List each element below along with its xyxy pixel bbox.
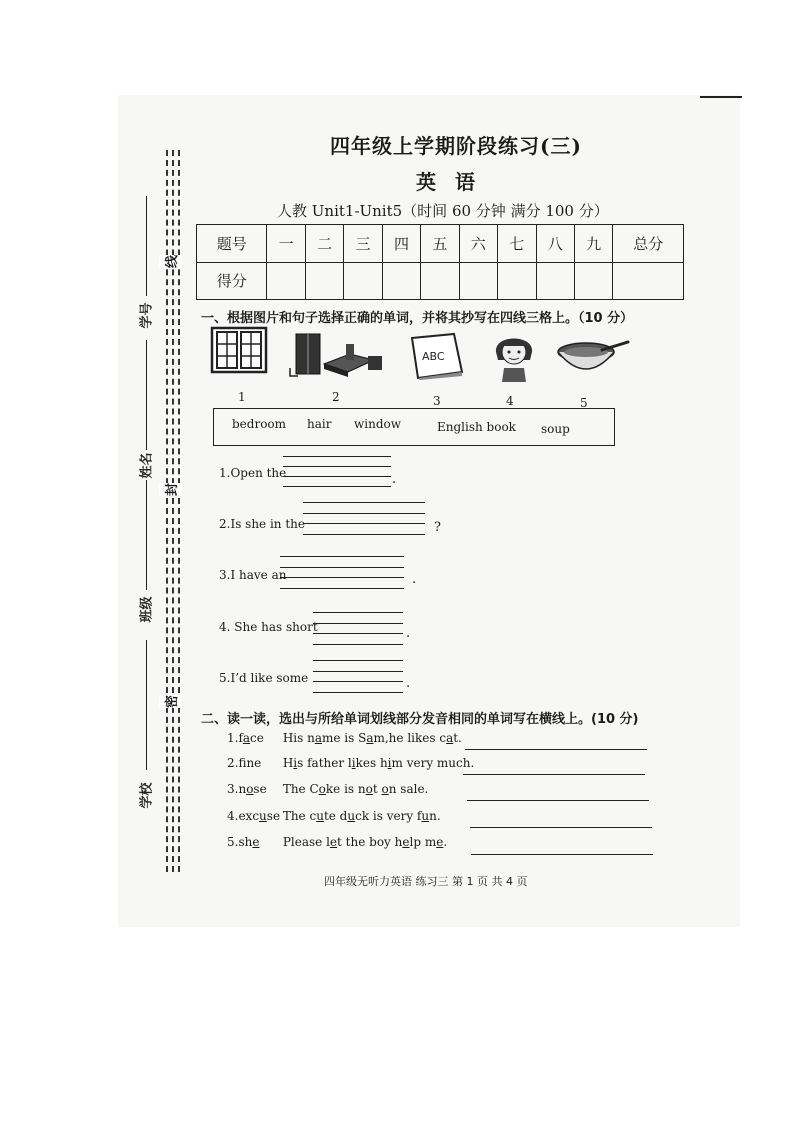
question-text: 2.Is she in the: [219, 517, 305, 531]
window-icon: [210, 326, 268, 374]
score-header-cell: 八: [536, 225, 574, 263]
score-header-cell: 六: [459, 225, 497, 263]
score-header-cell: 九: [574, 225, 612, 263]
school-label: 学校: [139, 782, 155, 809]
phonics-item: [227, 756, 474, 770]
girl-short-hair-icon: [490, 328, 538, 382]
score-cell[interactable]: [574, 262, 612, 300]
score-header-cell: 题号: [197, 225, 267, 263]
word-bank-item: hair: [307, 417, 332, 431]
score-row-label: 得分: [197, 262, 267, 300]
score-table-header-row: [197, 225, 684, 263]
four-line-writing-grid[interactable]: [303, 502, 425, 534]
seal-char-seal: 封: [159, 483, 182, 496]
answer-line[interactable]: [471, 854, 653, 855]
target-word: 5.she: [227, 835, 260, 849]
seal-char-line: 线: [159, 255, 182, 268]
class-label: 班级: [139, 596, 155, 623]
question-text: 1.Open the: [219, 466, 287, 480]
score-cell[interactable]: [344, 262, 382, 300]
score-header-cell: 一: [267, 225, 305, 263]
phonics-sentence: The Coke is not on sale.: [282, 782, 429, 796]
school-field-line[interactable]: [146, 640, 147, 770]
question-end-mark: .: [406, 676, 411, 691]
answer-line[interactable]: [463, 774, 645, 775]
phonics-sentence: The cute duck is very fun.: [282, 809, 441, 823]
part2-heading: 二、读一读，选出与所给单词划线部分发音相同的单词写在横线上。(10 分): [201, 712, 639, 727]
question-end-mark: .: [412, 572, 417, 587]
score-cell[interactable]: [305, 262, 343, 300]
picture-number: 5: [580, 396, 588, 410]
phonics-sentence: Please let the boy help me.: [282, 835, 448, 849]
student-id-field-line[interactable]: [146, 196, 147, 296]
student-id-label: 学号: [139, 302, 155, 329]
soup-bowl-icon: [556, 338, 630, 378]
score-cell[interactable]: [536, 262, 574, 300]
page-footer: 四年级无听力英语 练习三 第 1 页 共 4 页: [324, 875, 528, 888]
four-line-writing-grid[interactable]: [283, 456, 391, 486]
answer-line[interactable]: [465, 749, 647, 750]
page-title: 四年级上学期阶段练习(三): [330, 134, 582, 158]
question-end-mark: .: [406, 626, 411, 641]
name-field-line[interactable]: [146, 340, 147, 450]
score-header-cell: 四: [382, 225, 420, 263]
answer-line[interactable]: [467, 800, 649, 801]
four-line-writing-grid[interactable]: [313, 612, 403, 644]
question-end-mark: .: [392, 472, 397, 487]
english-book-icon: [408, 332, 466, 380]
word-bank-item: soup: [541, 422, 570, 436]
score-cell[interactable]: [382, 262, 420, 300]
phonics-item: [227, 835, 447, 849]
score-cell[interactable]: [613, 262, 684, 300]
picture-number: 4: [506, 394, 514, 408]
score-table: [196, 224, 684, 300]
phonics-sentence: His father likes him very much.: [282, 756, 475, 770]
bedroom-icon: [288, 330, 388, 380]
target-word: 2.fne: [227, 756, 262, 770]
phonics-item: [227, 782, 428, 796]
word-bank-item: English book: [437, 420, 516, 434]
phonics-sentence: His name is Sam,he likes cat.: [282, 731, 462, 745]
exam-scope: 人教 Unit1-Unit5（时间 60 分钟 满分 100 分）: [277, 202, 609, 220]
target-word: 3.nose: [227, 782, 267, 796]
phonics-item: [227, 731, 462, 745]
word-bank-item: bedroom: [232, 417, 287, 431]
seal-char-secret: 密: [159, 695, 182, 708]
target-word: 4.excuse: [227, 809, 281, 823]
score-header-cell: 七: [498, 225, 536, 263]
subject-title: 英 语: [416, 170, 481, 194]
top-edge-line: [700, 96, 742, 98]
target-word: 1.face: [227, 731, 264, 745]
svg-text:ABC: ABC: [422, 350, 445, 363]
class-field-line[interactable]: [146, 480, 147, 590]
answer-line[interactable]: [470, 827, 652, 828]
phonics-item: [227, 809, 441, 823]
word-bank-item: window: [354, 417, 402, 431]
name-label: 姓名: [139, 452, 155, 479]
score-header-cell: 五: [421, 225, 459, 263]
question-end-mark: ?: [434, 520, 441, 535]
picture-number: 2: [332, 390, 340, 404]
question-text: 5.I’d like some: [219, 671, 309, 685]
part1-heading: 一、根据图片和句子选择正确的单词，并将其抄写在四线三格上。（10 分）: [201, 311, 634, 326]
score-table-score-row: [197, 262, 684, 300]
four-line-writing-grid[interactable]: [313, 660, 403, 692]
score-cell[interactable]: [459, 262, 497, 300]
score-header-cell: 三: [344, 225, 382, 263]
picture-number: 3: [433, 394, 441, 408]
score-cell[interactable]: [498, 262, 536, 300]
question-text: 3.I have an: [219, 568, 287, 582]
score-cell[interactable]: [421, 262, 459, 300]
score-cell[interactable]: [267, 262, 305, 300]
question-text: 4. She has short: [219, 620, 318, 634]
four-line-writing-grid[interactable]: [280, 556, 404, 588]
score-header-cell: 总分: [613, 225, 684, 263]
picture-number: 1: [238, 390, 246, 404]
score-header-cell: 二: [305, 225, 343, 263]
